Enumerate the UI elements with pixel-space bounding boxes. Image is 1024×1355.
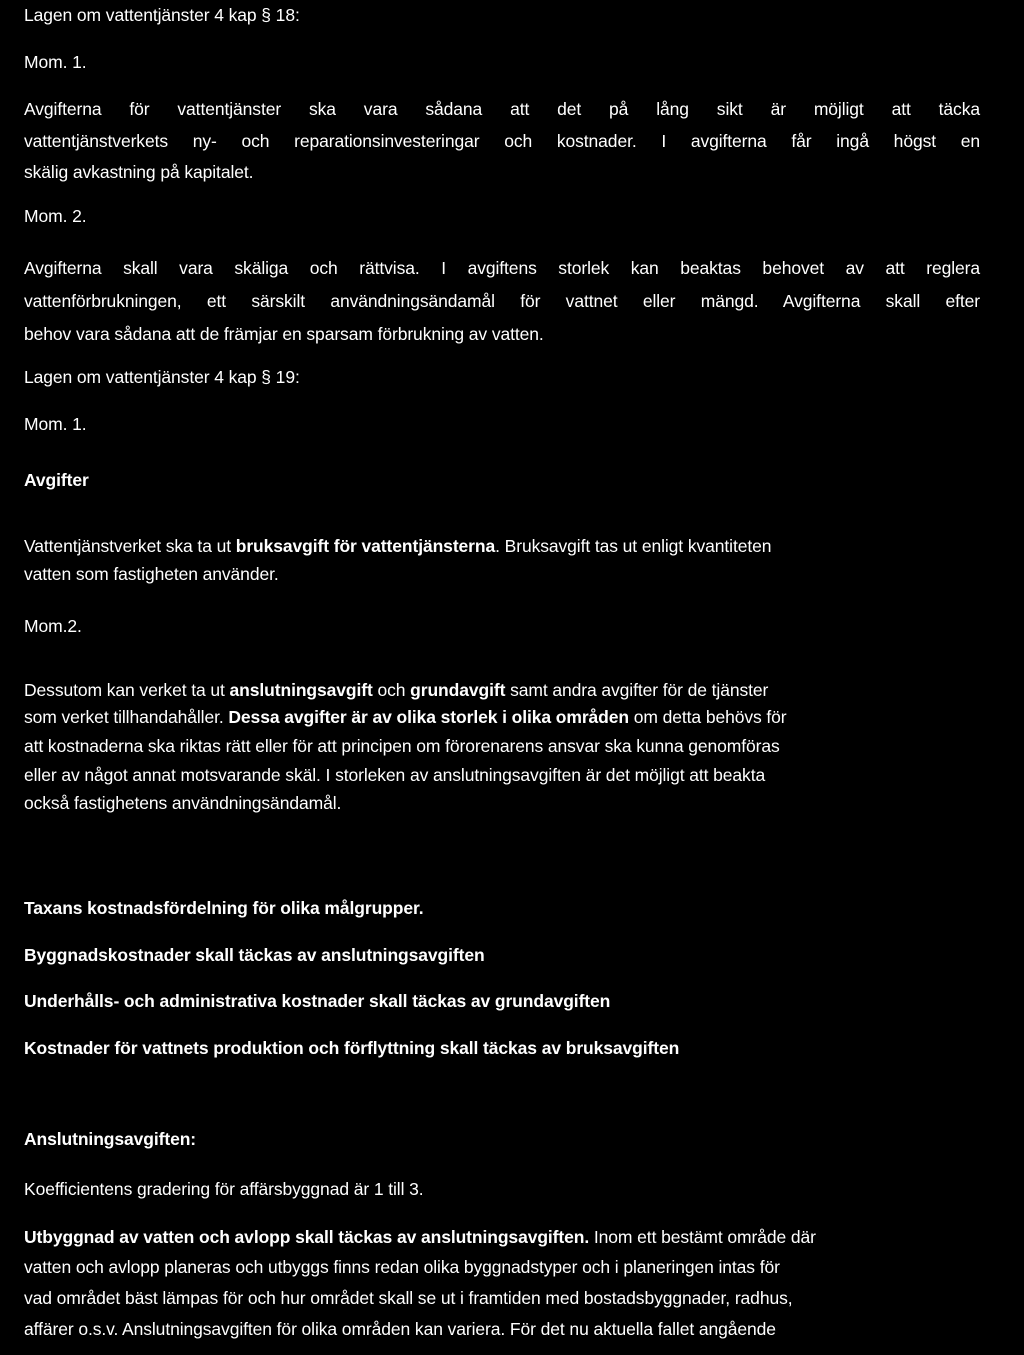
section-19-heading: Lagen om vattentjänster 4 kap § 19:	[24, 367, 300, 387]
section-19-para1-line1	[24, 535, 771, 557]
text-run: Inom ett bestämt område där	[589, 1227, 816, 1247]
section-19-subheading: Avgifter	[24, 470, 89, 490]
connection-fee-coefficient: Koefficientens gradering för affärsbyggnad är 1 till 3.	[24, 1179, 424, 1199]
connection-fee-para-line3: vad området bäst lämpas för och hur området skall se ut i framtiden med bostadsbyggnader, radhus,	[24, 1288, 793, 1308]
section-19-para2-line2	[24, 706, 787, 728]
text-run-bold: bruksavgift för vattentjänsterna	[235, 536, 496, 556]
text-run-bold: Utbyggnad av vatten och avlopp skall täckas av anslutningsavgiften.	[24, 1227, 590, 1247]
text-run-bold: anslutningsavgift	[229, 680, 373, 700]
connection-fee-heading: Anslutningsavgiften:	[24, 1129, 197, 1149]
section-18-para1-line2: vattentjänstverkets ny- och reparationsinvesteringar och kostnader. I avgifterna får ingå högst en	[24, 131, 980, 151]
text-run-bold: Dessa avgifter är av olika storlek i olika områden	[228, 707, 629, 727]
section-18-para2-line3: behov vara sådana att de främjar en sparsam förbrukning av vatten.	[24, 324, 544, 344]
text-run: samt andra avgifter för de tjänster	[505, 680, 769, 700]
text-run: Vattentjänstverket ska ta ut	[24, 536, 236, 556]
section-18-para1-line3: skälig avkastning på kapitalet.	[24, 162, 254, 182]
text-run: . Bruksavgift tas ut enligt kvantiteten	[495, 536, 772, 556]
section-19-para1-line2: vatten som fastigheten använder.	[24, 564, 279, 584]
text-run: Dessutom kan verket ta ut	[24, 680, 230, 700]
connection-fee-para-line2: vatten och avlopp planeras och utbyggs finns redan olika byggnadstyper och i planeringen intas för	[24, 1257, 780, 1277]
section-19-mom2-label: Mom.2.	[24, 616, 82, 636]
section-18-mom1-label: Mom. 1.	[24, 52, 87, 72]
cost-distribution-heading: Taxans kostnadsfördelning för olika målgrupper.	[24, 898, 424, 918]
section-19-mom1-label: Mom. 1.	[24, 414, 87, 434]
section-19-para2-line5: också fastighetens användningsändamål.	[24, 793, 342, 813]
connection-fee-para-line1	[24, 1226, 816, 1248]
section-18-heading: Lagen om vattentjänster 4 kap § 18:	[24, 5, 300, 25]
section-18-mom2-label: Mom. 2.	[24, 206, 87, 226]
cost-item-building: Byggnadskostnader skall täckas av anslutningsavgiften	[24, 945, 485, 965]
cost-item-maintenance: Underhålls- och administrativa kostnader skall täckas av grundavgiften	[24, 991, 611, 1011]
connection-fee-para-line4: affärer o.s.v. Anslutningsavgiften för olika områden kan variera. För det nu aktuella fallet angående	[24, 1319, 776, 1339]
text-run: om detta behövs för	[629, 707, 787, 727]
section-19-para2-line4: eller av något annat motsvarande skäl. I storleken av anslutningsavgiften är det möjligt att beakta	[24, 765, 766, 785]
section-19-para2-line3: att kostnaderna ska riktas rätt eller för att principen om förorenarens ansvar ska kunna genomföras	[24, 736, 780, 756]
cost-item-production: Kostnader för vattnets produktion och förflyttning skall täckas av bruksavgiften	[24, 1038, 680, 1058]
text-run: som verket tillhandahåller.	[24, 707, 229, 727]
section-19-para2-line1	[24, 679, 768, 701]
text-run: och	[372, 680, 411, 700]
section-18-para2-line1: Avgifterna skall vara skäliga och rättvisa. I avgiftens storlek kan beaktas behovet av att reglera	[24, 258, 980, 278]
section-18-para1-line1: Avgifterna för vattentjänster ska vara sådana att det på lång sikt är möjligt att täcka	[24, 99, 980, 119]
text-run-bold: grundavgift	[410, 680, 506, 700]
section-18-para2-line2: vattenförbrukningen, ett särskilt användningsändamål för vattnet eller mängd. Avgifterna skall efter	[24, 291, 980, 311]
